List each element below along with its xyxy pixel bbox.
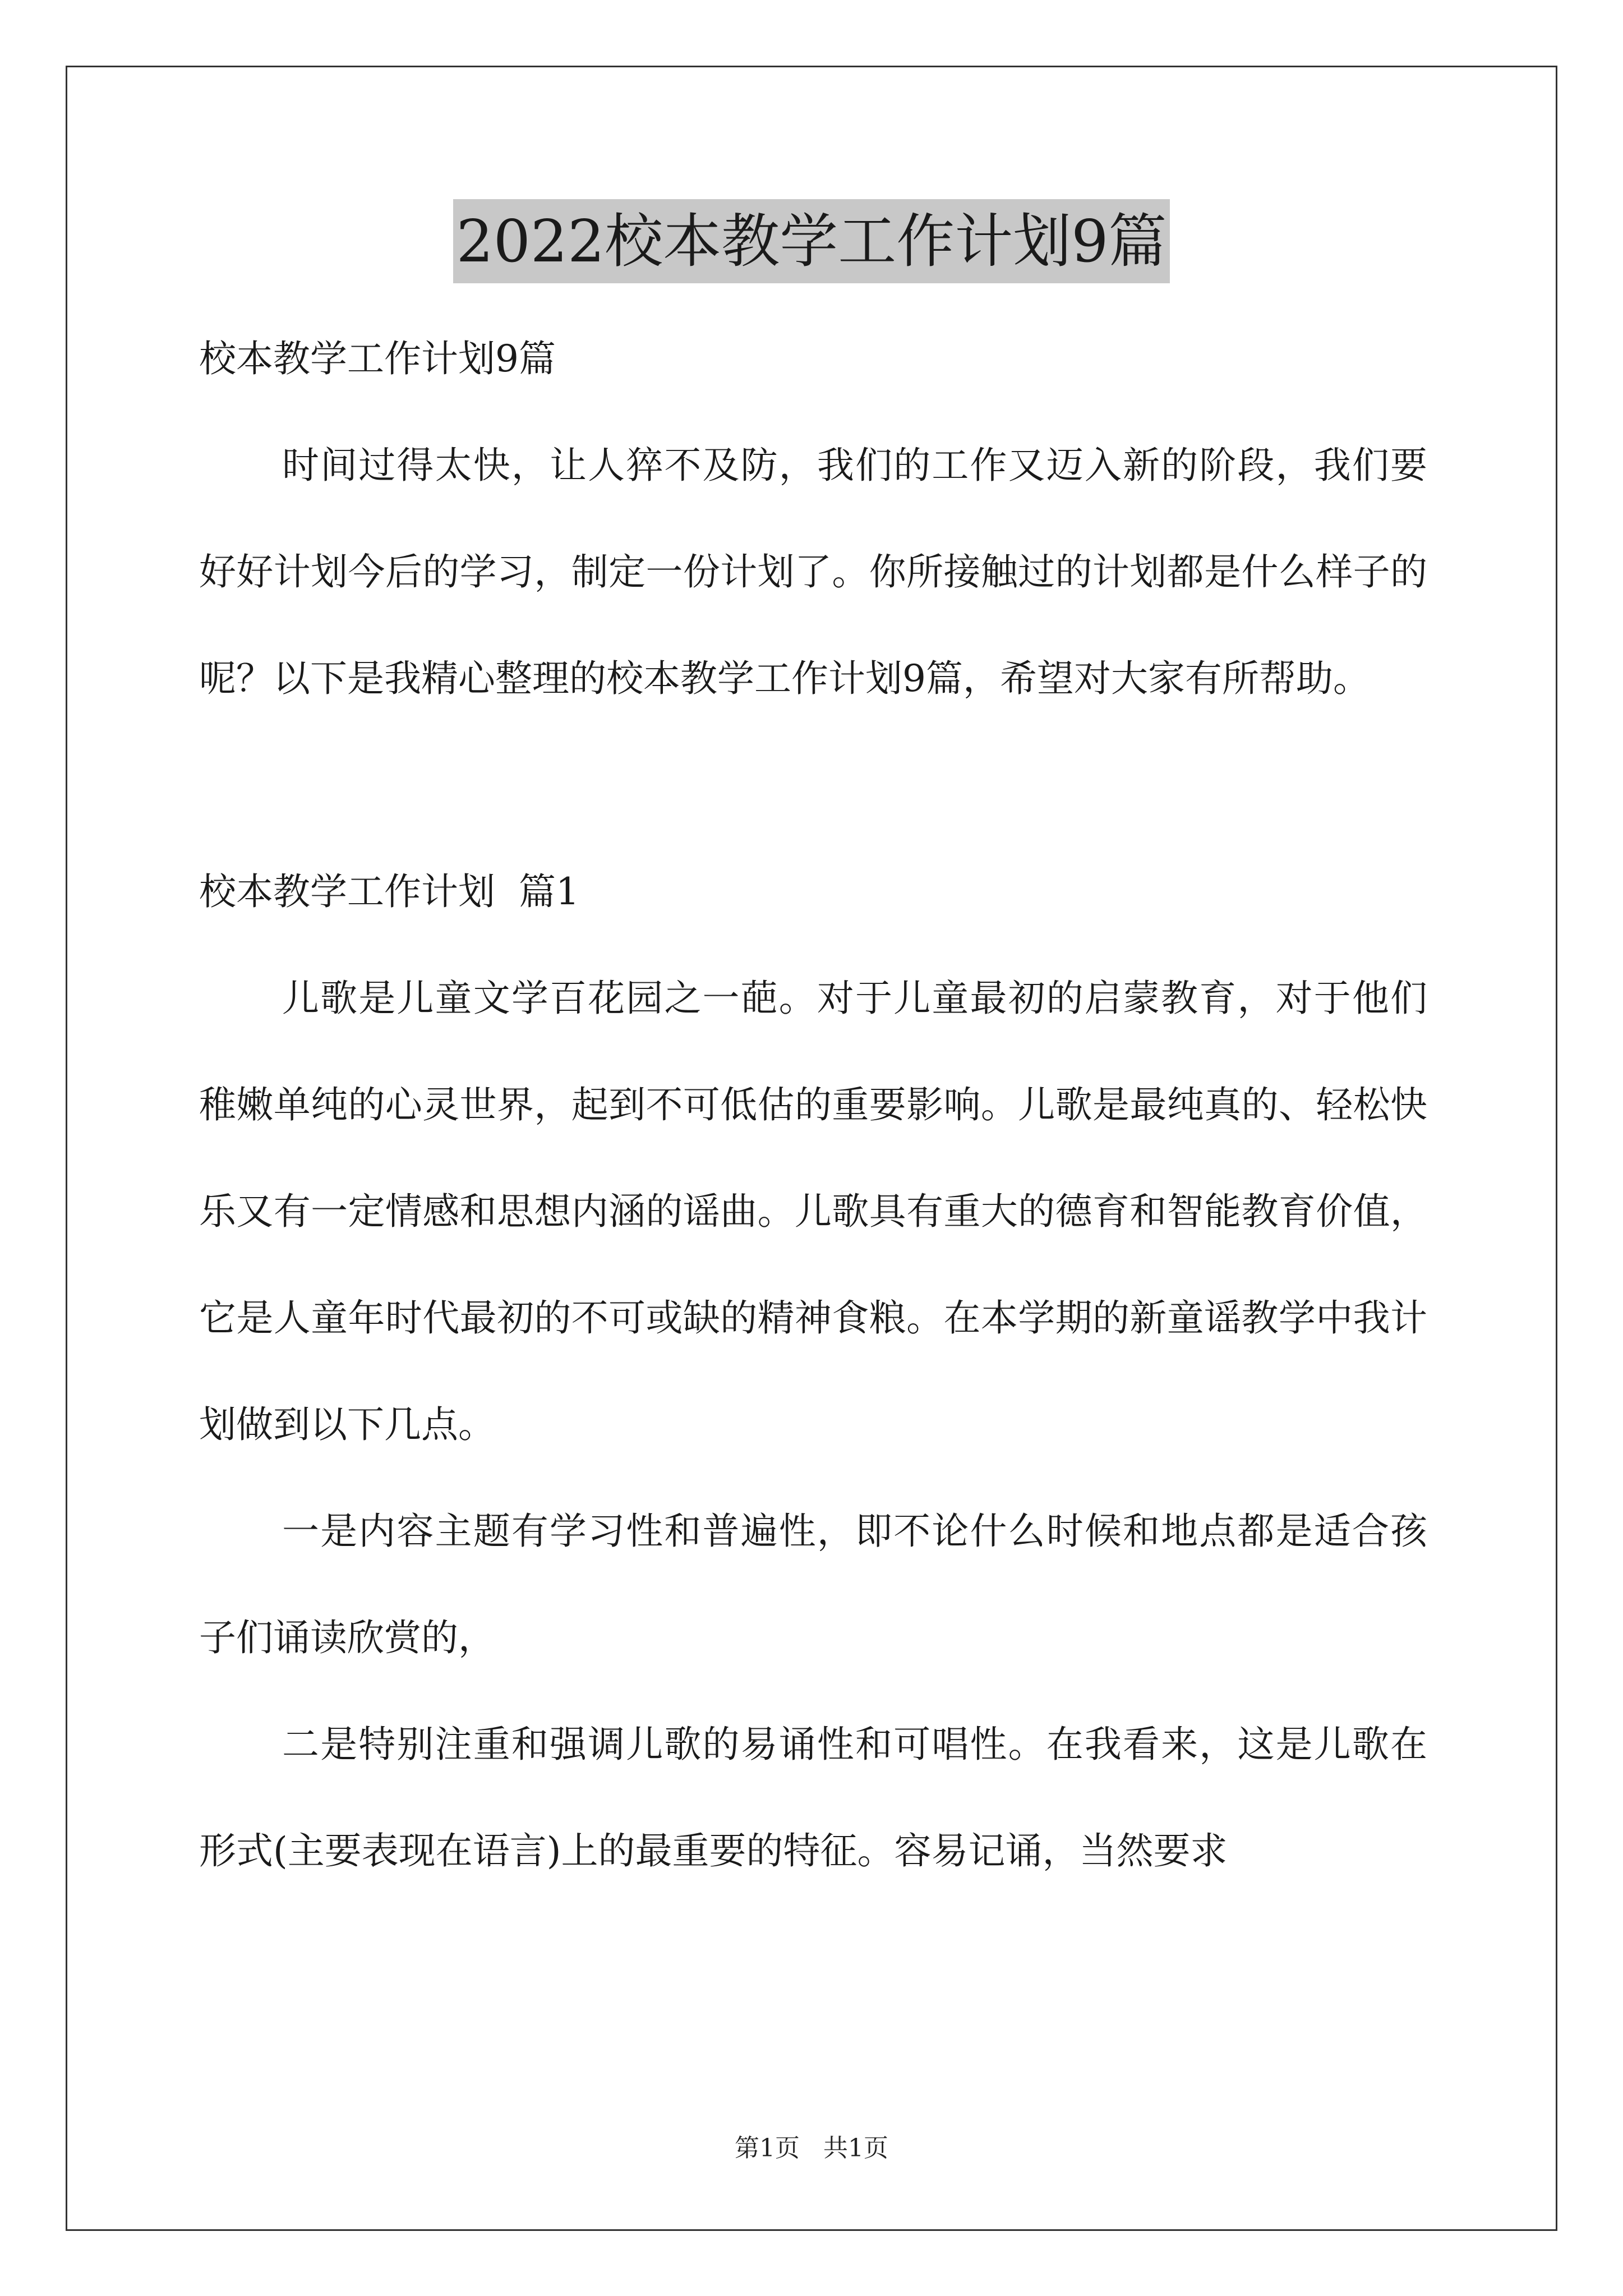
page-total: 共1页 (823, 2134, 888, 2162)
intro-paragraph: 时间过得太快，让人猝不及防，我们的工作又迈入新的阶段，我们要好好计划今后的学习，制定一份计划了。你所接触过的计划都是什么样子的呢？以下是我精心整理的校本教学工作计划9篇，希望对大家有所帮助。 (199, 444, 1427, 700)
body-paragraph-3: 二是特别注重和强调儿歌的易诵性和可唱性。在我看来，这是儿歌在形式(主要表现在语言)上的最重要的特征。容易记诵，当然要求 (199, 1723, 1427, 1872)
section-heading: 校本教学工作计划 篇1 (199, 870, 579, 913)
page-number: 第1页 (735, 2134, 800, 2162)
body-paragraph-2: 一是内容主题有学习性和普遍性，即不论什么时候和地点都是适合孩子们诵读欣赏的， (199, 1510, 1427, 1659)
subtitle: 校本教学工作计划9篇 (199, 337, 556, 380)
body-paragraph-1: 儿歌是儿童文学百花园之一葩。对于儿童最初的启蒙教育，对于他们稚嫩单纯的心灵世界，起到不可低估的重要影响。儿歌是最纯真的、轻松快乐又有一定情感和思想内涵的谣曲。儿歌具有重大的德育和智能教育价值，它是人童年时代最初的不可或缺的精神食粮。在本学期的新童谣教学中我计划做到以下几点。 (199, 977, 1427, 1446)
document-body (199, 306, 1427, 1904)
title-container (0, 199, 1623, 283)
spacer (199, 732, 1427, 839)
document-title: 2022校本教学工作计划9篇 (453, 199, 1170, 283)
page-footer (0, 2132, 1623, 2165)
